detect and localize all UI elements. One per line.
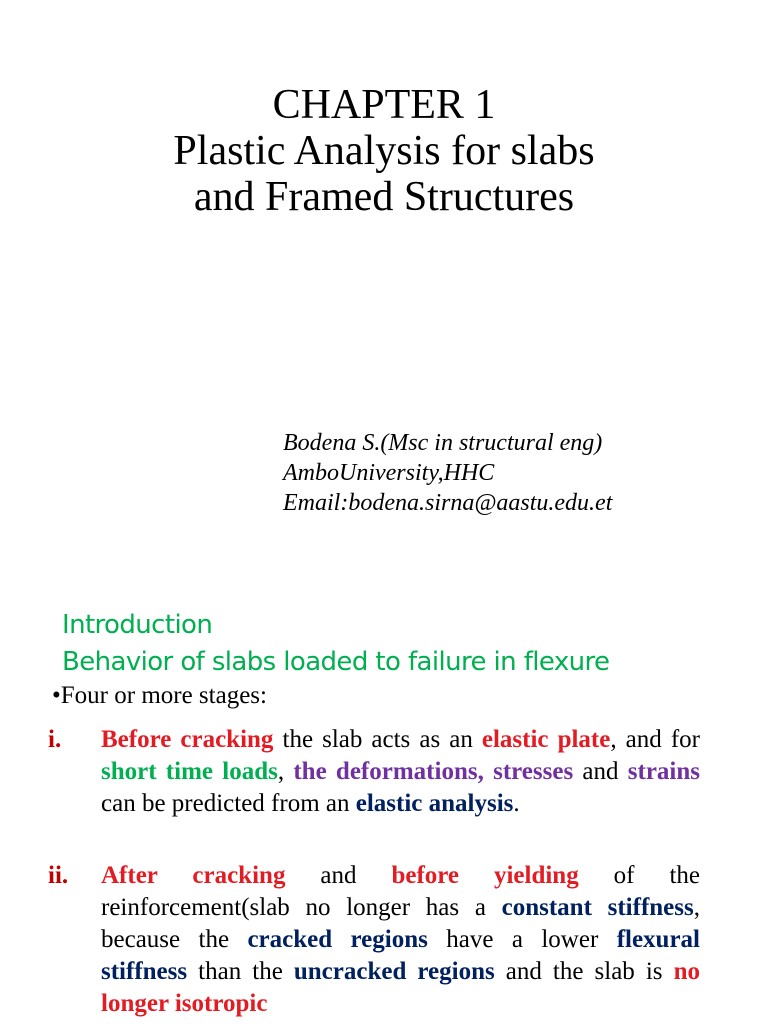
body-text: than the <box>187 958 294 985</box>
emphasis-text: flexural stiffness <box>101 926 701 985</box>
title-line-3: and Framed Structures <box>193 174 575 220</box>
bullet-symbol: • <box>52 682 61 709</box>
body-text: the slab acts as an <box>273 726 482 753</box>
section-heading-introduction: Introduction <box>62 610 213 640</box>
bullet-item <box>52 680 267 712</box>
list-marker: ii. <box>48 862 69 889</box>
author-email: Email:bodena.sirna@aastu.edu.et <box>283 490 613 516</box>
body-text: . <box>513 790 520 817</box>
emphasis-text: elastic plate <box>481 726 611 753</box>
body-text: , <box>277 758 294 785</box>
body-text: and <box>573 758 628 785</box>
author-affiliation: AmboUniversity,HHC <box>283 460 495 486</box>
emphasis-text: constant stiffness <box>501 894 694 921</box>
list-item-stage-1 <box>48 724 700 820</box>
list-item-stage-2 <box>48 860 700 1020</box>
body-text: and <box>285 862 392 889</box>
body-text: have a lower <box>427 926 617 953</box>
emphasis-text: the deformations, stresses <box>293 758 574 785</box>
list-item-text <box>101 860 700 1020</box>
emphasis-text: before yielding <box>391 862 579 889</box>
emphasis-text: uncracked regions <box>293 958 495 985</box>
body-text: can be predicted from an <box>101 790 356 817</box>
section-heading-behavior: Behavior of slabs loaded to failure in flexure <box>62 647 610 677</box>
emphasis-text: cracked regions <box>247 926 428 953</box>
body-text: , because the <box>101 894 700 953</box>
author-name: Bodena S.(Msc in structural eng) <box>283 430 603 456</box>
author-block <box>283 428 612 518</box>
body-text: and the slab is <box>494 958 674 985</box>
emphasis-text: Before cracking <box>101 726 274 753</box>
list-marker: i. <box>48 726 62 753</box>
emphasis-text: no longer isotropic <box>101 958 700 1017</box>
list-item-text <box>101 724 700 820</box>
bullet-text: Four or more stages: <box>60 682 267 709</box>
body-text: , and for <box>610 726 700 753</box>
chapter-title: CHAPTER 1 <box>272 82 496 128</box>
body-text: of the reinforcement(slab no longer has a <box>101 862 700 921</box>
emphasis-text: After cracking <box>101 862 286 889</box>
emphasis-text: elastic analysis <box>355 790 514 817</box>
emphasis-text: strains <box>627 758 701 785</box>
title-line-2: Plastic Analysis for slabs <box>173 128 595 174</box>
emphasis-text: short time loads <box>101 758 278 785</box>
